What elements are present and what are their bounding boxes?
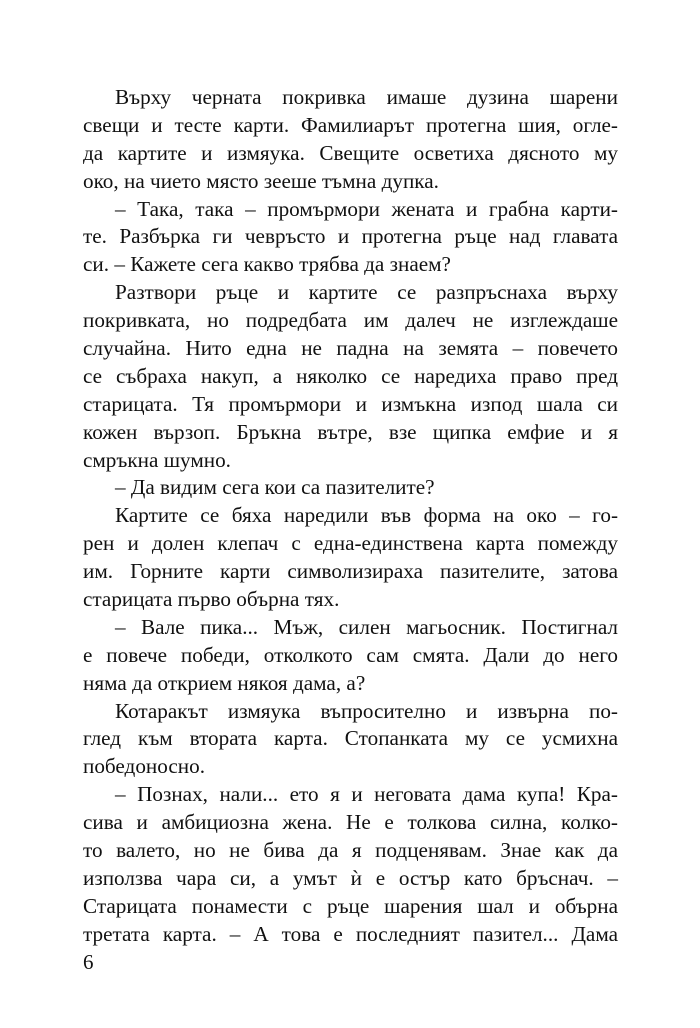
text-line: случайна. Нито една не падна на земята – повечето [83,336,618,361]
text-line: смръкна шумно. [83,447,231,472]
paragraph [83,84,618,196]
text-line: старицата първо обърна тях. [83,587,340,612]
paragraph [83,614,618,698]
text-line: – Познах, нали... ето я и неговата дама купа! Кра- [115,782,618,807]
text-line: Разтвори ръце и картите се разпръснаха върху [115,280,618,305]
paragraph [83,698,618,782]
text-line: третата карта. – А това е последният пазител... Дама [83,921,618,946]
text-line: им. Горните карти символизираха пазителите, затова [83,559,618,584]
paragraph [83,502,618,614]
text-line: победоносно. [83,754,206,779]
text-line: глед към втората карта. Стопанката му се усмихна [83,726,618,751]
text-line: няма да открием някоя дама, а? [83,670,366,695]
text-line: Картите се бяха наредили във форма на око – го- [115,503,618,528]
text-line: те. Разбърка ги чевръсто и протегна ръце над главата [83,224,618,249]
text-line: сива и амбициозна жена. Не е толкова силна, колко- [83,810,618,835]
text-line: – Да видим сега кои са пазителите? [115,475,435,500]
text-line: кожен вързоп. Бръкна вътре, взе щипка емфие и я [83,419,618,444]
text-line: то валето, но не бива да я подценявам. Знае как да [83,838,618,863]
text-line: си. – Кажете сега какво трябва да знаем? [83,252,451,277]
text-line: се събраха накуп, а няколко се наредиха право пред [83,363,618,388]
text-line: Котаракът измяука въпросително и извърна по- [115,698,618,723]
text-line: покривката, но подредбата им далеч не изглеждаше [83,308,618,333]
text-line: използва чара си, а умът ѝ е остър като бръснач. – [83,865,618,890]
paragraph [83,781,618,948]
paragraph [83,474,618,502]
text-line: – Така, така – промърмори жената и грабна карти- [115,196,618,221]
text-line: око, на чието място зееше тъмна дупка. [83,168,439,193]
text-line: свещи и тесте карти. Фамилиарът протегна шия, огле- [83,112,618,137]
body-text [83,84,618,949]
text-line: – Вале пика... Мъж, силен магьосник. Постигнал [115,614,618,639]
text-line: е повече победи, отколкото сам смята. Дали до него [83,642,618,667]
page-number: 6 [83,950,94,974]
paragraph [83,196,618,280]
paragraph [83,279,618,474]
text-line: старицата. Тя промърмори и измъкна изпод шала си [83,391,618,416]
text-line: Върху черната покривка имаше дузина шарени [115,85,618,109]
text-line: рен и долен клепач с една-единствена карта помежду [83,531,618,556]
text-line: Старицата понамести с ръце шарения шал и обърна [83,893,618,918]
text-line: да картите и измяука. Свещите осветиха дясното му [83,140,618,165]
